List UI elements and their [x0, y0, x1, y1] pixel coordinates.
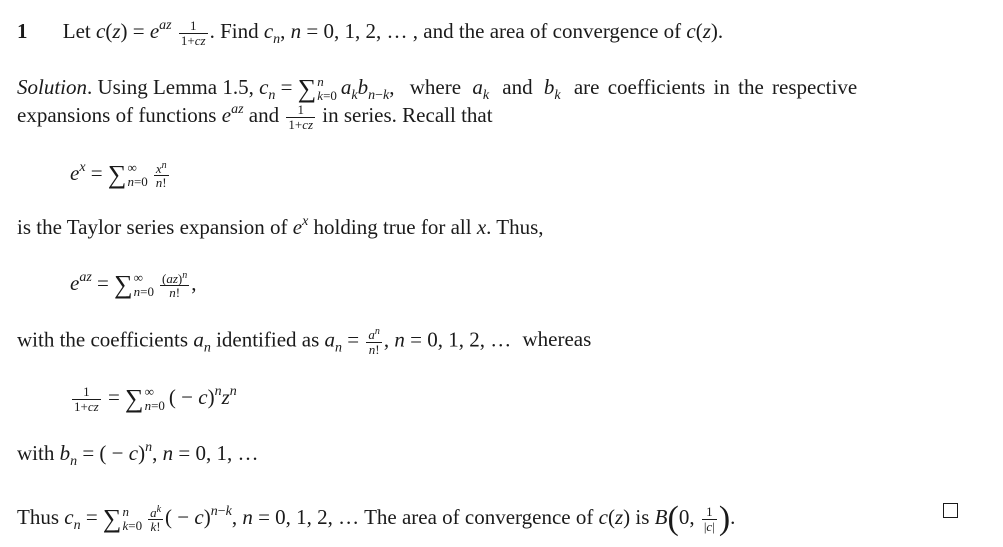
- taylor-holding: holding true for all: [313, 215, 472, 239]
- equation-eaz-series: $e^{az}$ = ∑ ∞ n=0 $\frac{(az)^n}{n!}$ ,: [70, 269, 197, 301]
- solution-label: Solution: [17, 75, 88, 99]
- equation-exp-series: $e^x$ = ∑ ∞ n=0 $\frac{x^n}{n!}$: [70, 159, 167, 191]
- coeffs-text-b: identified as: [216, 327, 320, 352]
- coefficients-b: with $b_n$ = ( − c)$^n$, n = 0, 1, …: [17, 440, 259, 469]
- solution-line2-end: in series. Recall that: [322, 103, 493, 127]
- problem-number: 1: [17, 19, 28, 43]
- solution-line2-start: expansions of functions: [17, 103, 217, 127]
- with-b: with: [17, 441, 55, 465]
- problem-text-find: . Find: [209, 19, 259, 43]
- whereas: whereas: [522, 327, 592, 352]
- coeffs-text-a: with the coefficients: [17, 327, 189, 352]
- solution-line-1: Solution. Using Lemma 1.5, $c_n$ = ∑ n k=0 $a_kb_{n-k}$, where $a_k$ and $b_k$ are coefficients in the respective: [17, 73, 858, 104]
- problem-text-let: Let: [62, 19, 91, 43]
- taylor-text: is the Taylor series expansion of: [17, 215, 288, 239]
- fraction: $\frac{1}{1+cz}$: [180, 18, 206, 48]
- problem-text-area: , and the area of convergence of: [412, 19, 682, 43]
- final-conclusion: Thus $c_n$ = ∑ n k=0 $\frac{a^k}{k!}$ ( − c)$^{n-k}$, n = 0, 1, 2, … The area of convergence of c(z) is B(0, $\frac{1}{|c|}$ ).: [17, 500, 736, 537]
- final-thus: Thus: [17, 505, 59, 529]
- qed-square-icon: [943, 503, 958, 518]
- solution-coef-desc: are coefficients in the respective: [573, 75, 858, 99]
- solution-line2-and: and: [248, 103, 280, 127]
- taylor-sentence: is the Taylor series expansion of $e^x$ holding true for all x. Thus,: [17, 214, 544, 239]
- final-is: is: [635, 505, 650, 529]
- solution-and: and: [502, 75, 533, 99]
- solution-line-2: expansions of functions $e^{az}$ and $\frac{1}{1+cz}$ in series. Recall that: [17, 102, 493, 132]
- equation-geometric-series: $\frac{1}{1+cz}$ = ∑ ∞ n=0 ( − $c)^nz^n$: [74, 383, 237, 414]
- solution-where: where: [409, 75, 462, 99]
- coefficients-a: with the coefficients $a_n$ identified as $a_n$ = $\frac{a^n}{n!}$ , n = 0, 1, 2, … whereas: [17, 326, 592, 357]
- problem-statement: 1 Let $c(z) = e^{az}$ $\frac{1}{1+cz}$ . Find $c_n$, n = 0, 1, 2, … , and the area of convergence of c(z).: [17, 18, 724, 48]
- final-area: The area of convergence of: [364, 505, 594, 529]
- solution-intro: . Using Lemma 1.5,: [87, 75, 254, 99]
- taylor-thus: . Thus,: [486, 215, 544, 239]
